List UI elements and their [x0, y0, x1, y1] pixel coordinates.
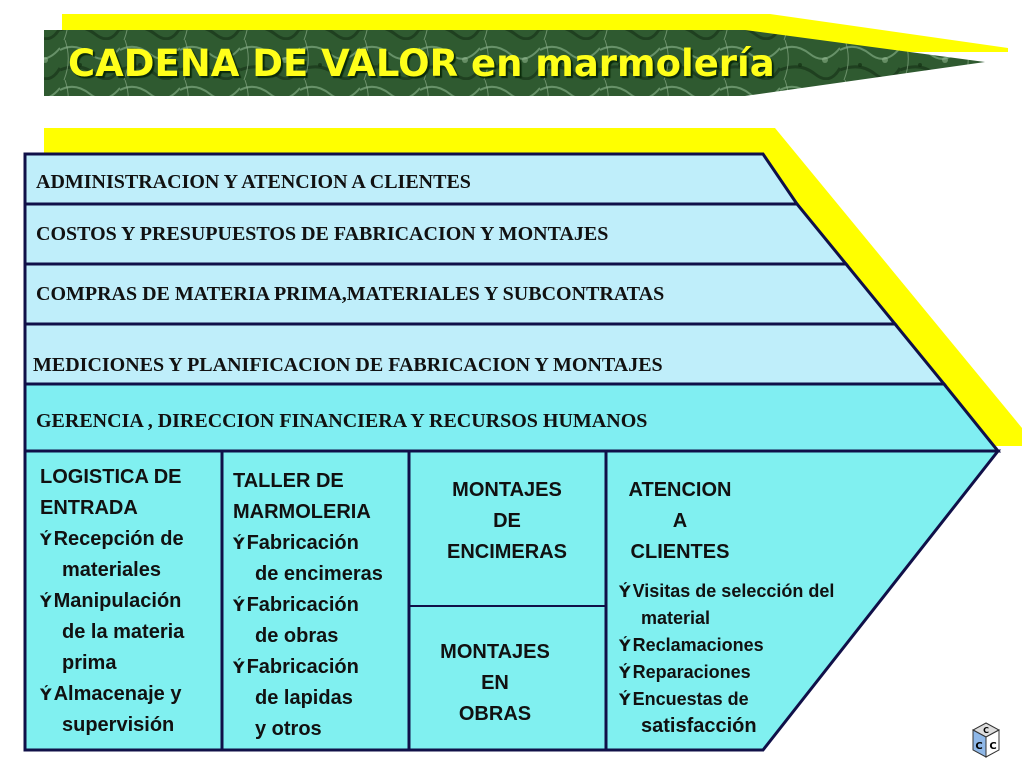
bullet-icon: Ý	[40, 592, 52, 611]
bullet-icon: Ý	[233, 534, 245, 553]
logistica-item-2-cont2: prima	[62, 652, 117, 674]
page-title: CADENA DE VALOR en marmolería	[68, 42, 775, 85]
bullet-icon: Ý	[619, 690, 631, 709]
montajes-encimeras-line-3: ENCIMERAS	[446, 541, 567, 563]
logistica-item-1-cont: materiales	[62, 559, 161, 581]
support-label-mediciones: MEDICIONES Y PLANIFICACION DE FABRICACION Y MONTAJES	[33, 354, 663, 376]
bullet-icon: Ý	[40, 530, 52, 549]
taller-item-1: Ý Fabricación	[233, 532, 359, 554]
support-label-compras: COMPRAS DE MATERIA PRIMA,MATERIALES Y SUBCONTRATAS	[36, 283, 665, 305]
montajes-obras-block	[400, 637, 590, 730]
montajes-encimeras-line-1: MONTAJES	[452, 479, 562, 501]
logistica-item-3-cont: supervisión	[62, 714, 175, 736]
support-label-costos: COSTOS Y PRESUPUESTOS DE FABRICACION Y MONTAJES	[36, 223, 609, 245]
logistica-title-2: ENTRADA	[40, 497, 138, 519]
logo-letter-left: C	[975, 741, 983, 752]
logistica-title-1: LOGISTICA DE	[40, 466, 182, 488]
support-label-gerencia: GERENCIA , DIRECCION FINANCIERA Y RECURSOS HUMANOS	[36, 410, 648, 432]
ccc-logo-icon	[972, 722, 1000, 758]
montajes-obras-line-2: EN	[481, 672, 509, 694]
taller-item-2-cont: de obras	[255, 625, 339, 647]
atencion-title-3: CLIENTES	[630, 541, 730, 563]
atencion-title-block	[615, 475, 745, 568]
bullet-icon: Ý	[619, 663, 631, 682]
taller-block	[233, 466, 383, 745]
bullet-icon: Ý	[619, 582, 631, 601]
taller-title-1: TALLER DE	[233, 470, 344, 492]
logistica-item-1: Ý Recepción de	[40, 528, 184, 550]
bullet-icon: Ý	[233, 596, 245, 615]
bullet-icon: Ý	[40, 685, 52, 704]
taller-title-2: MARMOLERIA	[233, 501, 371, 523]
logistica-item-2: Ý Manipulación	[40, 590, 182, 612]
bullet-icon: Ý	[233, 658, 245, 677]
logo-letter-right: C	[989, 741, 997, 752]
atencion-item-1: Ý Visitas de selección del	[619, 581, 835, 601]
support-label-administracion: ADMINISTRACION Y ATENCION A CLIENTES	[36, 171, 471, 193]
atencion-item-4: Ý Encuestas de	[619, 689, 749, 709]
montajes-encimeras-line-2: DE	[493, 510, 521, 532]
montajes-encimeras-block	[412, 475, 602, 568]
atencion-item-4-cont: satisfacción	[641, 715, 757, 737]
atencion-title-1: ATENCION	[628, 479, 732, 501]
montajes-obras-line-1: MONTAJES	[440, 641, 550, 663]
taller-item-3-cont2: y otros	[255, 718, 322, 740]
logistica-item-2-cont: de la materia	[62, 621, 185, 643]
taller-item-3-cont: de lapidas	[255, 687, 353, 709]
atencion-item-3: Ý Reparaciones	[619, 662, 751, 682]
logistica-block	[40, 462, 184, 741]
taller-item-3: Ý Fabricación	[233, 656, 359, 678]
atencion-item-1-cont: material	[641, 608, 711, 628]
taller-item-2: Ý Fabricación	[233, 594, 359, 616]
logo-letter-top: C	[983, 726, 989, 735]
atencion-title-2: A	[672, 510, 688, 532]
atencion-items	[619, 578, 834, 740]
taller-item-1-cont: de encimeras	[255, 563, 383, 585]
atencion-item-2: Ý Reclamaciones	[619, 635, 764, 655]
logistica-item-3: Ý Almacenaje y	[40, 683, 182, 705]
montajes-obras-line-3: OBRAS	[458, 703, 532, 725]
bullet-icon: Ý	[619, 636, 631, 655]
